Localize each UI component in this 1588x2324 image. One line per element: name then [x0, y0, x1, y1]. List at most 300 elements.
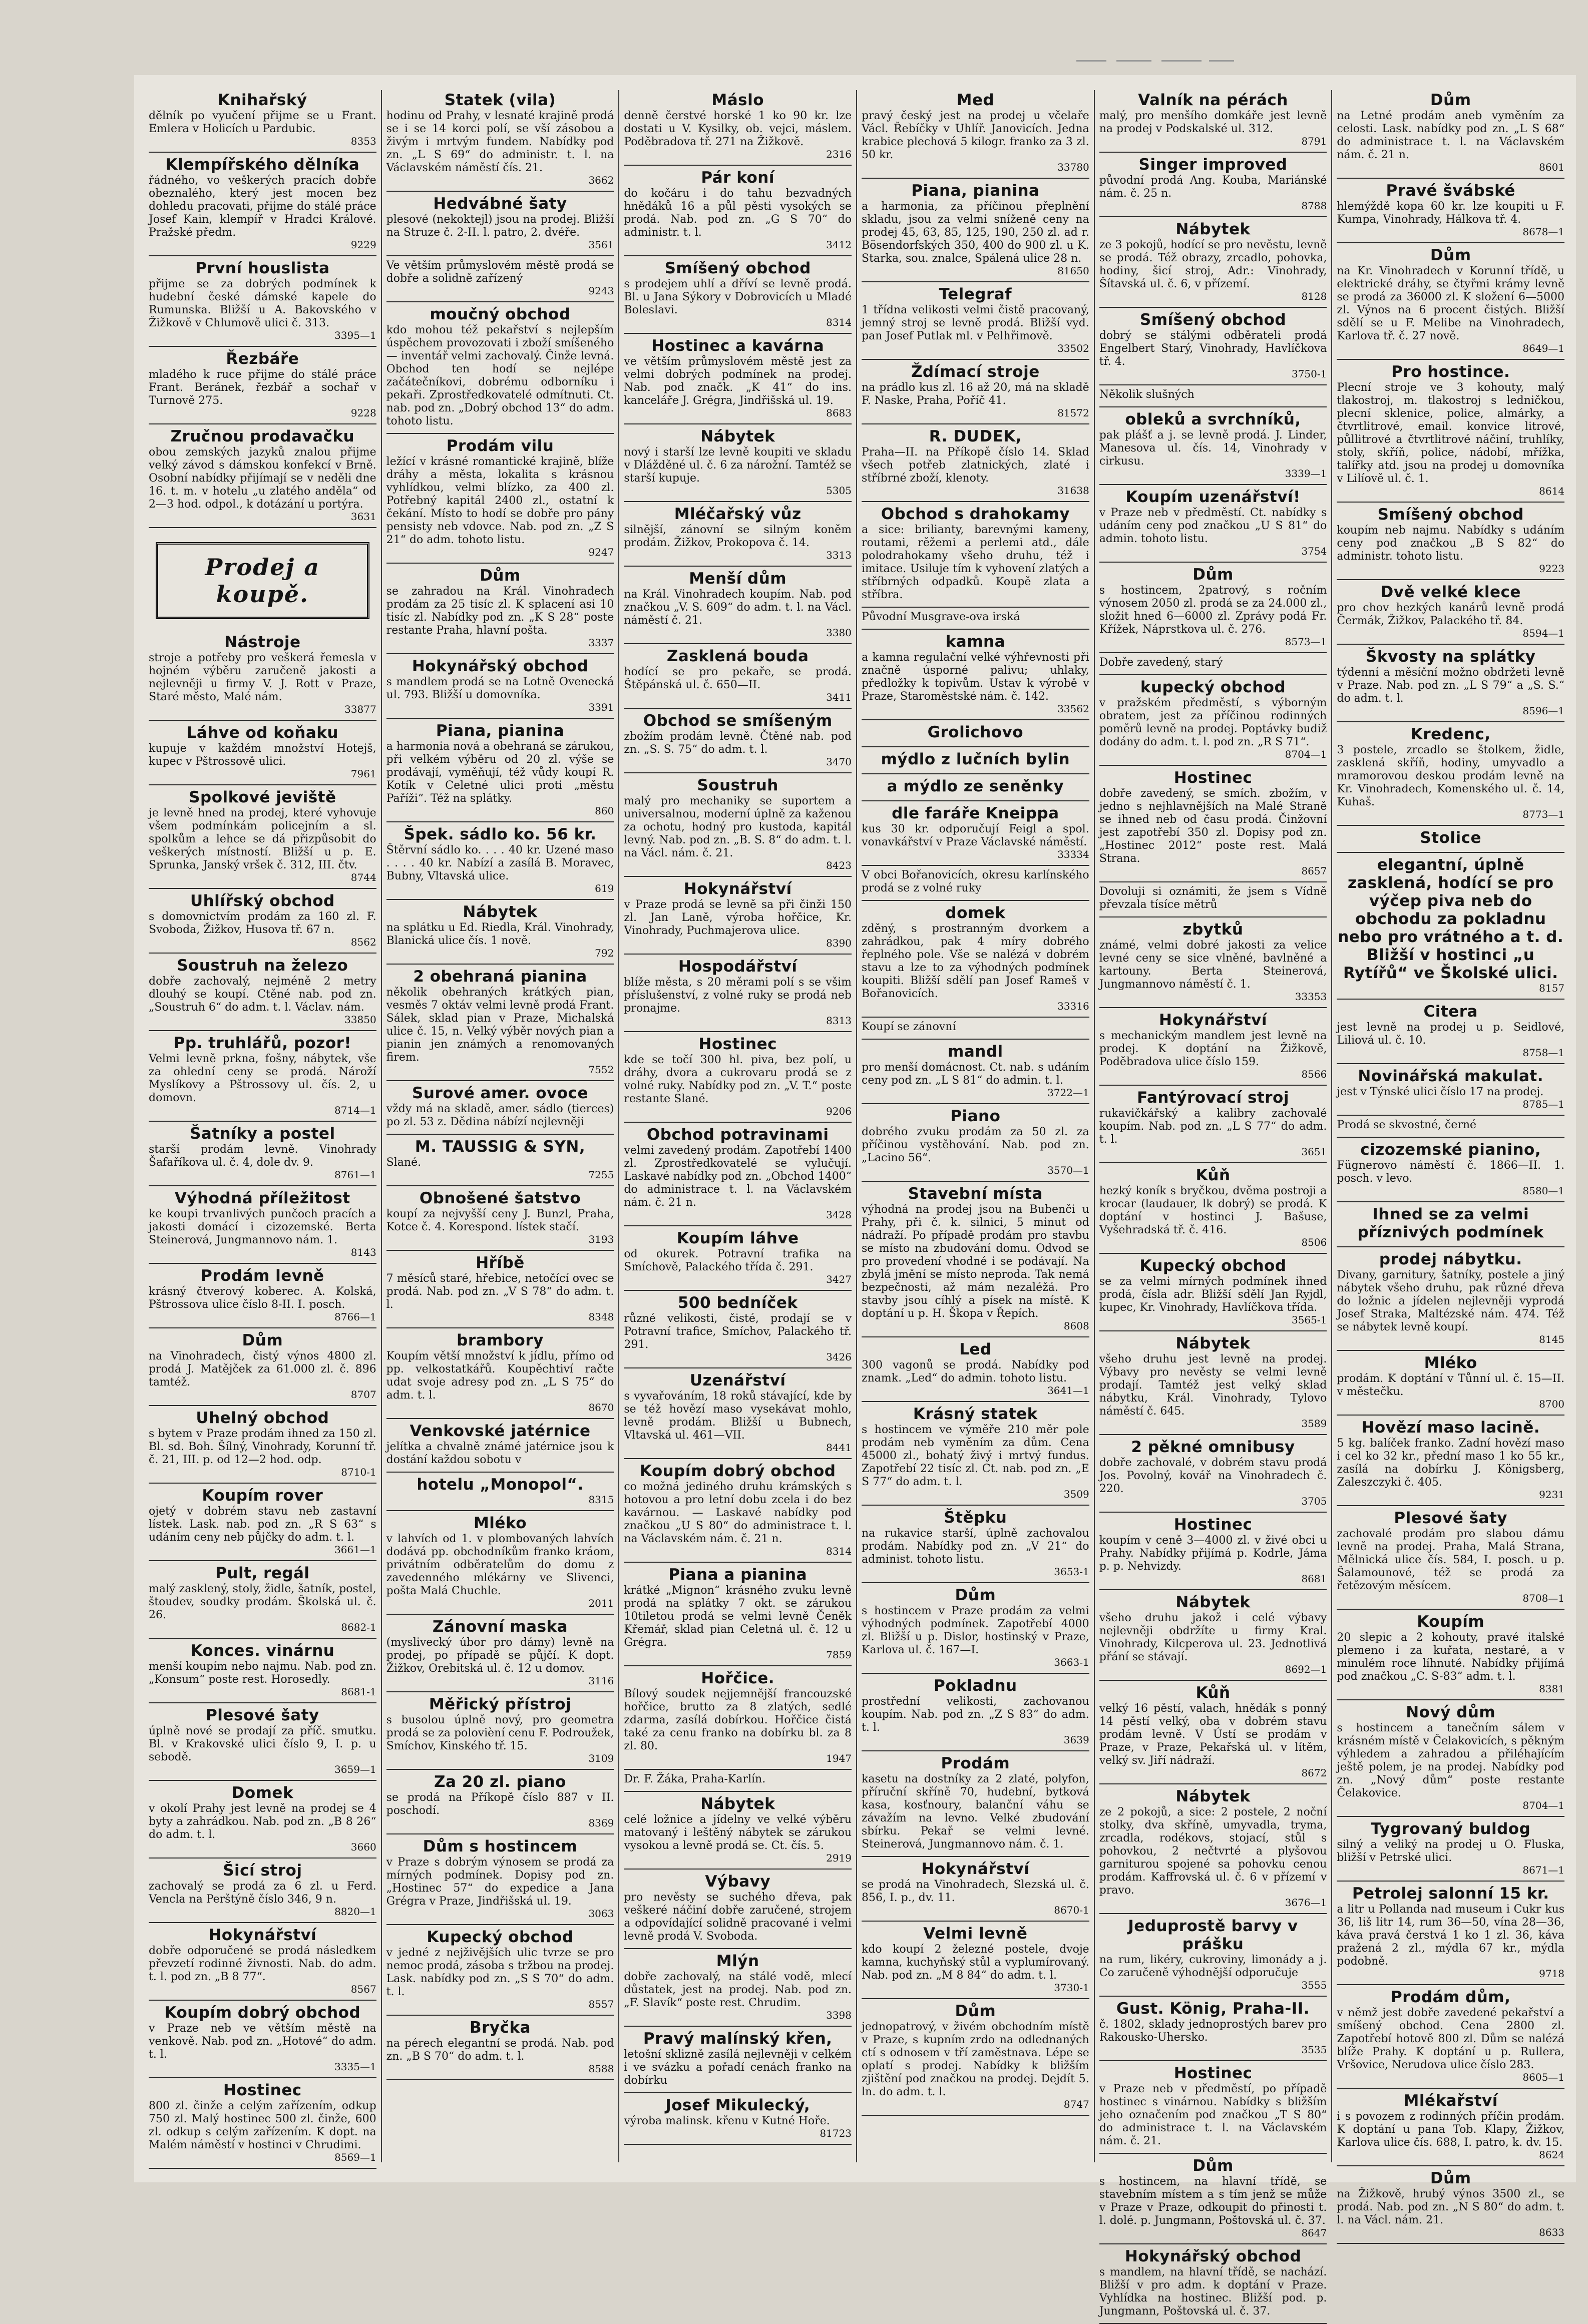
ad-heading: Fantýrovací stroj [1137, 1089, 1289, 1107]
ad-body: Koupí se zánovní [862, 1021, 956, 1033]
ad-heading: Hostinec [1173, 1516, 1253, 1534]
ad-number: 8157 [1539, 982, 1565, 994]
ad-body: několik obehraných krátkých pian, vesměs 7 oktáv velmi levně prodá Frant. Sálek, sklad pian v Praze, Michalská ulice č. 15, n. Velký výběr nových pian a pianin jen známých a renomovaných firem. [386, 986, 614, 1064]
ad-separator [1099, 484, 1327, 485]
ad-heading: Kůň [1196, 1684, 1231, 1702]
classified-ad [386, 968, 614, 1075]
ad-heading: Venkovské jatérnice [410, 1422, 591, 1440]
ad-number: 8747 [1063, 2098, 1089, 2110]
ad-heading: Grolichovo [927, 723, 1024, 741]
ad-separator [624, 501, 852, 502]
ad-body: Divany, garnitury, šatníky, postele a jiný nábytek všeho druhu, pak různé dřeva do ložnic a jídelen nejlevněji vyprodá Josef Straka, Maltézské nám. 474. Též se nábytek levně koupí. [1337, 1269, 1565, 1333]
classified-ad [149, 1331, 376, 1400]
ad-heading: Plesové šaty [1394, 1509, 1507, 1527]
classified-ad [862, 1754, 1089, 1851]
ad-number: 33316 [1057, 1000, 1089, 1012]
column-3 [619, 90, 857, 2162]
ad-separator [1337, 359, 1564, 360]
ad-body: dobrého zvuku prodám za 50 zl. za příčinou vystěhování. Nab. pod zn. „Lacino 56“. [862, 1126, 1089, 1164]
ad-separator [1099, 652, 1327, 653]
classified-ad [1337, 1119, 1564, 1132]
classified-ad [624, 712, 852, 767]
ad-heading: Ždímací stroje [911, 363, 1040, 381]
ad-body: jest levně na prodej u p. Seidlové, Liliová ul. č. 10. [1337, 1021, 1565, 1047]
ad-body: malý, pro menšího domkáře jest levně na prodej v Podskalské ul. 312. [1099, 110, 1327, 135]
classified-ad [862, 1509, 1089, 1577]
ad-body: jest v Týnské ulici číslo 17 na prodej. [1337, 1086, 1544, 1098]
ad-heading: Piano [950, 1107, 1001, 1125]
ad-number: 8744 [350, 871, 376, 883]
ad-body: dělník po vyučení přijme se u Frant. Emlera v Holicích u Pardubic. [149, 110, 376, 135]
ad-body: dobře odporučené se prodá následkem převzetí rodinné živnosti. Nab. do adm. t. l. pod zn. „B 8 77“. [149, 1945, 376, 1983]
classified-ad [862, 1677, 1089, 1745]
ad-body: 5 kg. balíček franko. Zadní hovězí maso i cel ko 32 kr., přední maso 1 ko 55 kr., zasílá na dobírku J. Königsberg, Zaleszczyki č. 405. [1337, 1437, 1565, 1489]
ad-heading: Hokynářství [208, 1926, 317, 1944]
classified-ad [1337, 1003, 1564, 1058]
ad-body: i s povozem z rodinných příčin prodám. K doptání u pana Tob. Klapy, Žižkov, Karlova ulice čís. 688, I. patro, k. dv. 15. [1337, 2110, 1565, 2149]
ad-number: 3639 [1063, 1734, 1089, 1746]
classified-ad [862, 1340, 1089, 1396]
ad-number: 2316 [826, 148, 852, 160]
ad-number: 3651 [1301, 1146, 1327, 1158]
ad-number: 3662 [588, 174, 614, 186]
ad-number: 8569—1 [334, 2151, 376, 2163]
ad-body: Fügnerovo náměstí č. 1866—II. 1. posch. v levo. [1337, 1159, 1565, 1185]
ad-separator [149, 1121, 376, 1122]
ad-body: Dr. F. Žáka, Praha-Karlín. [624, 1773, 766, 1785]
ad-heading: 500 bedníček [677, 1294, 798, 1312]
ad-heading: Hořčice. [701, 1669, 775, 1687]
ad-number: 3193 [588, 1233, 614, 1245]
ad-body: Plecní stroje ve 3 kohouty, malý tlakostroj, m. tlakostroj s ledničkou, plecní sklenice, police, almárky, a čtvrtlitrové, email. konvice litrové, půllitrové a čtvrtlitrové náčiní, truhlíky, stoly, skříň, police, nádobí, mřížka, talířky atd. jsou na prodej u domovníka v Lilíově ul. č. 1. [1337, 381, 1565, 485]
ad-number: 8657 [1301, 865, 1327, 877]
ad-separator [624, 2092, 852, 2093]
classified-ad [386, 1514, 614, 1609]
ad-number: 7255 [588, 1169, 614, 1181]
classified-ad [149, 1267, 376, 1322]
ad-heading: Domek [231, 1784, 294, 1802]
ad-heading: Dům [1193, 566, 1234, 584]
classified-ad [1337, 506, 1564, 574]
ad-body: na Žižkově, hrubý výnos 3500 zl., se prodá. Nab. pod zn. „N S 80“ do adm. t. l. na Václ. nám. 21. [1337, 2188, 1565, 2226]
ad-separator [386, 1614, 614, 1615]
ad-separator [624, 954, 852, 955]
classified-ad [862, 1021, 1089, 1034]
classified-ad [149, 957, 376, 1025]
ad-number: 9718 [1539, 1968, 1565, 1980]
ad-heading: Pravé švábské [1386, 182, 1515, 200]
ad-heading: Nábytek [463, 903, 538, 921]
ad-body: dobrý se stálými odběrateli prodá Engelbert Starý, Vinohrady, Havlíčkova tř. 4. [1099, 329, 1327, 368]
ad-heading: Uzenářství [689, 1371, 786, 1389]
ad-body: výhodná na prodej jsou na Bubenči u Prahy, při č. k. silnici, 5 minut od nádraží. Po případě prodám pro stavbu se místo na zbudování domu. Odvod se pro provedení vhodné i se podávají. Na zbylá jmění se místo neproda. Tak nemá bezpečnosti, až mám nezaléžá. Pro stavby jsou cíhlý a písek na místě. K doptání u p. H. Škopa v Řepích. [862, 1203, 1089, 1320]
ad-separator [1337, 1137, 1564, 1138]
ad-number: 8588 [588, 2063, 614, 2075]
ad-heading: Tygrovaný buldog [1371, 1820, 1531, 1838]
ad-number: 8785—1 [1522, 1098, 1565, 1110]
ad-number: 7859 [826, 1649, 852, 1661]
ad-separator [862, 501, 1089, 502]
ad-body: se prodá na Příkopě číslo 887 v II. poschodí. [386, 1791, 614, 1817]
ad-heading: Hokynářství [1159, 1011, 1267, 1029]
ad-separator [1099, 216, 1327, 217]
ad-number: 8596—1 [1522, 705, 1565, 717]
classified-ad [624, 1462, 852, 1557]
ad-separator [862, 1017, 1089, 1018]
classified-ad [1337, 725, 1564, 820]
ad-separator [862, 1181, 1089, 1182]
ad-separator [1099, 1783, 1327, 1784]
ad-body: na rum, likéry, cukroviny, limonády a j. Co zaručeně výhodnější odporučuje [1099, 1954, 1327, 1979]
ad-heading: brambory [457, 1331, 544, 1349]
classified-ad [149, 1189, 376, 1258]
ad-body: řádného, vo veškerých pracích dobře obeznalého, který jest mocen bez dohledu pracovati, přijme do stálé práce Josef Kain, klempíř v Hradci Králové. Pražské předm. [149, 174, 376, 239]
ad-separator [386, 1418, 614, 1419]
classified-ad [1099, 1257, 1327, 1325]
column-6 [1332, 90, 1569, 2238]
ad-heading: Obchod potravinami [646, 1126, 829, 1144]
ad-separator [624, 566, 852, 567]
columns [144, 90, 1569, 2317]
ad-separator [862, 865, 1089, 866]
classified-ad [386, 259, 614, 296]
ad-separator [624, 1869, 852, 1870]
classified-ad [1099, 2247, 1327, 2318]
classified-ad [862, 363, 1089, 418]
ad-separator [862, 629, 1089, 630]
ad-separator [386, 964, 614, 965]
ad-heading: Prodám [941, 1754, 1010, 1772]
ad-number: 3063 [588, 1908, 614, 1920]
classified-ad [1099, 1917, 1327, 1991]
ad-number: 8145 [1539, 1333, 1565, 1345]
classified-ad [1337, 1250, 1564, 1345]
ad-heading: Statek (vila) [444, 91, 556, 109]
ad-separator [149, 255, 376, 256]
classified-ad [1099, 2064, 1327, 2148]
classified-ad [1337, 91, 1564, 173]
ad-number: 3337 [588, 637, 614, 649]
ad-heading: Spolkové jeviště [189, 788, 336, 806]
ad-body: Slané. [386, 1156, 422, 1169]
column-2 [382, 90, 620, 2162]
ad-heading: Koupím uzenářství! [1125, 488, 1301, 506]
ad-heading: Smíšený obchod [664, 259, 811, 277]
ad-number: 8315 [588, 1494, 614, 1506]
ad-number: 33877 [344, 703, 376, 715]
ad-separator [624, 1948, 852, 1949]
ad-body: v Praze prodá se levně sa při činži 150 zl. Jan Laně, výroba hořčice, Kr. Vinohrady, Puchmajerova ulice. [624, 898, 852, 937]
ad-separator [1099, 1589, 1327, 1590]
ad-number: 8601 [1539, 161, 1565, 173]
classified-ad [862, 904, 1089, 1012]
ad-heading: M. TAUSSIG & SYN, [415, 1138, 586, 1156]
ad-number: 8649—1 [1522, 342, 1565, 354]
ad-body: v Praze neb ve větším městě na venkově. Nab. pod zn. „Hotové“ do adm. t. l. [149, 2022, 376, 2061]
ad-number: 3470 [826, 756, 852, 768]
classified-ad [624, 337, 852, 418]
classified-ad [1337, 1205, 1564, 1241]
ad-separator [386, 653, 614, 654]
ad-separator [624, 1458, 852, 1459]
ad-heading: Soustruh [697, 776, 778, 794]
ad-body: kde se točí 300 hl. piva, bez polí, u dráhy, dvora a cukrovaru prodá se z volné ruky. Nabídky pod zn. „V. T.“ poste restante Slané. [624, 1054, 852, 1105]
ad-separator [1099, 1434, 1327, 1435]
ad-heading: Pravý malínský křen, [643, 2030, 833, 2048]
ad-number: 33334 [1057, 848, 1089, 860]
classified-ad [862, 611, 1089, 624]
ad-separator [862, 900, 1089, 901]
ad-body: zděný, s prostranným dvorkem a zahrádkou, pak 4 míry dobrého řeplného pole. Vše se nalézá v dobrém stavu a lze to za výhodných podmínek koupiti. Bližší sdělí pan Josef Rameš v Bořanovicích. [862, 922, 1089, 1000]
ad-number: 8369 [588, 1817, 614, 1829]
ad-separator [624, 1769, 852, 1770]
ad-body: Bílový soudek nejjemnější francouzské hořčice, brutto za 8 zlatých, sedlé zdarma, zasílá dobírkou. Hořčice čistá také za cenu franko na dobírku bl. za 8 zl. 80. [624, 1688, 852, 1752]
ad-body: ze 3 pokojů, hodící se pro nevěstu, levně se prodá. Též obrazy, zrcadlo, pohovka, hodiny, šicí stroj, Adr.: Vinohrady, Šítavská ul. č. 6, v přízemí. [1099, 239, 1327, 290]
ad-heading: Valník na pérách [1138, 91, 1288, 109]
ad-number: 8614 [1539, 485, 1565, 497]
ad-heading: Konces. vinárnu [190, 1642, 335, 1660]
ad-body: na splátku u Ed. Riedla, Král. Vinohrady, Blanická ulice čís. 1 nově. [386, 921, 614, 947]
classified-ad [1337, 1885, 1564, 1979]
ad-heading: Novinářská makulat. [1358, 1067, 1544, 1085]
classified-ad [624, 1566, 852, 1660]
ad-body: dobře zachovalý, na stálé vodě, mlecí důstatek, jest na prodej. Nab. pod zn. „F. Slavík“ poste rest. Chrudim. [624, 1971, 852, 2009]
ad-separator [1099, 1512, 1327, 1513]
ad-body: ze 2 pokojů, a sice: 2 postele, 2 noční stolky, dva skříně, umyvadla, tryma, zrcadla, rodékovs, stojací, stůl s pohovkou, 2 nečtvrté a plyšovou garniturou spojené sa pohovku cenou prodám. Kaffrovská ul. č. 6 v přízemí v pravo. [1099, 1806, 1327, 1897]
ad-body: a sice: brilianty, barevnými kameny, routami, rěžemi a perlemi atd., dále polodrahokamy všeho druhu, též i imitace. Usiluje tím k vyhovení zlatých a stříbrných odpadků. Koupě zlata a stříbra. [862, 524, 1089, 601]
classified-ad [149, 1034, 376, 1116]
ad-body: hezký koník s bryčkou, dvěma postroji a krocar (laudauer, lk dobrý) se prodá. K doptání v hostinci J. Bašuse, Vyšehradská tř. č. 416. [1099, 1185, 1327, 1236]
ad-separator [1099, 674, 1327, 675]
ad-body: kdo koupí 2 železné postele, dvoje kamna, kuchyňský stůl a vyplumírovaný. Nab. pod zn. „M 8 84“ do adm. t. l. [862, 1943, 1089, 1982]
ad-separator [1337, 1609, 1564, 1610]
ad-heading: Mlékařství [1403, 2092, 1498, 2110]
classified-ad [862, 1107, 1089, 1176]
ad-body: malý zasklený, stoly, židle, šatník, postel, štoudev, soudky prodám. Školská ul. č. 26. [149, 1583, 376, 1621]
ad-body: hodinu od Prahy, v lesnaté krajině prodá se i se 14 korci polí, se vší zásobou a živým i mrtvým fundem. Nabídky pod zn. „L S 69“ do administr. t. l. na Václavském náměstí čís. 21. [386, 110, 614, 174]
ad-body: Koupím větší množství k jídlu, přímo od pp. velkostatkářů. Koupěchtiví račte udat svoje adresy pod zn. „L S 75“ do adm. t. l. [386, 1350, 614, 1402]
classified-ad [149, 1487, 376, 1555]
classified-ad [862, 2002, 1089, 2110]
ad-number: 3676—1 [1285, 1897, 1327, 1909]
ad-heading: Hostinec [1173, 2064, 1253, 2082]
ad-heading: Nástroje [224, 633, 301, 651]
ad-body: plesové (nekoktejl) jsou na prodej. Bližší na Struze č. 2-II. l. patro, 2. dvéře. [386, 213, 614, 239]
ad-heading: Piana a pianina [668, 1566, 808, 1584]
ad-separator [149, 888, 376, 889]
ad-number: 7961 [350, 768, 376, 780]
ad-number: 8678—1 [1522, 226, 1565, 238]
ad-number: 8562 [350, 936, 376, 948]
ad-body: na pérech elegantní se prodá. Nab. pod zn. „B S 70“ do adm. t. l. [386, 2037, 614, 2063]
classified-ad [624, 2030, 852, 2087]
ad-separator [149, 1857, 376, 1858]
ad-body: pak plášť a j. se levně prodá. J. Linder, Manesova ul. čís. 14, Vinohrady v cirkusu. [1099, 429, 1327, 468]
classified-ad [386, 437, 614, 558]
ad-body: starší prodám levně. Vinohrady Šafaříkova ul. č. 4, dole dv. 9. [149, 1143, 376, 1169]
ad-body: všeho druhu jest levně na prodej. Výbavy pro nevěsty se velmi levně prodají. Tamtéž jest velký sklad nábytku, Král. Vinohrady, Tylovo náměstí č. 645. [1099, 1353, 1327, 1418]
ad-number: 3339—1 [1285, 468, 1327, 480]
classified-ad [149, 1409, 376, 1478]
ad-heading: Výhodná příležitost [174, 1189, 350, 1207]
classified-ad [386, 1928, 614, 2010]
ad-heading: Menší dům [689, 570, 787, 588]
classified-ad [386, 1618, 614, 1686]
ad-number: 8605—1 [1522, 2071, 1565, 2083]
ad-separator [149, 1560, 376, 1561]
classified-ad [386, 1331, 614, 1413]
ad-number: 3398 [826, 2009, 852, 2021]
ad-number: 31638 [1057, 485, 1089, 497]
ad-heading: Koupím dobrý obchod [164, 2004, 361, 2022]
ad-separator [1337, 502, 1564, 503]
classified-ad [624, 1773, 852, 1786]
ad-heading: cizozemské pianino, [1360, 1141, 1541, 1159]
ad-body: ve větším průmyslovém městě jest za velmi dobrých podmínek na prodej. Nab. pod značk. „K 41“ do ins. kanceláře J. Grégra, Jindřišská ul. 19. [624, 355, 852, 407]
ad-heading: Hostinec [223, 2081, 302, 2099]
ad-separator [1337, 1201, 1564, 1202]
ad-body: ke koupi trvanlivých punčoch pracích a jakosti domácí i cizozemské. Berta Steinerová, Jungmannovo nám. 1. [149, 1208, 376, 1246]
ad-number: 9223 [1539, 563, 1565, 575]
ad-number: 8704—1 [1522, 1799, 1565, 1811]
ad-separator [1337, 1350, 1564, 1351]
ad-body: Dovoluji si oznámiti, že jsem s Vídně převzala tísíce mětrů [1099, 885, 1327, 911]
ad-number: 5305 [826, 485, 852, 497]
ad-heading: Hokynářský obchod [1124, 2247, 1302, 2265]
ad-number: 2011 [588, 1597, 614, 1609]
ad-separator [149, 1327, 376, 1328]
ad-separator [624, 333, 852, 334]
ad-number: 8707 [350, 1388, 376, 1401]
classified-ad [1099, 656, 1327, 669]
classified-ad [624, 2096, 852, 2139]
ad-heading: Bryčka [469, 2019, 531, 2037]
classified-ad [624, 1126, 852, 1220]
ad-separator [149, 527, 376, 528]
ad-body: Několik slušných [1099, 388, 1195, 401]
classified-ad [1099, 2000, 1327, 2055]
classified-ad [386, 903, 614, 959]
ad-separator [862, 1103, 1089, 1104]
ad-heading: Uhelný obchod [196, 1409, 329, 1427]
ad-heading: Stavební místa [908, 1185, 1043, 1203]
ad-separator [1337, 2088, 1564, 2089]
ad-heading: R. DUDEK, [929, 427, 1022, 445]
ad-body: dobře zachovalý, nejméně 2 metry dlouhý se koupí. Ctěné nab. pod zn. „Soustruh 6“ do adm. t. l. Václav. nám. [149, 975, 376, 1014]
ad-number: 81650 [1057, 265, 1089, 277]
ad-body: se zahradou na Král. Vinohradech prodám za 25 tisíc zl. K splacení asi 10 tisíc zl. Nabídky pod zn. „K S 28“ poste restante Praha, hlavní pošta. [386, 585, 614, 637]
classified-ad [624, 1371, 852, 1453]
classified-ad [1337, 1820, 1564, 1876]
ad-separator [386, 1472, 614, 1473]
ad-number: 3631 [350, 511, 376, 523]
ad-separator [386, 821, 614, 822]
ad-separator [1099, 384, 1327, 385]
ad-body: s hostincem, 2patrový, s ročním výnosem 2050 zl. prodá se za 24.000 zl., složit hned 6—6000 zl. Zprávy podá Fr. Křížek, Náprstkova ul. č. 276. [1099, 584, 1327, 636]
classified-ad [1099, 220, 1327, 302]
classified-ad [386, 1422, 614, 1467]
ad-heading: Láhve od koňaku [186, 724, 338, 742]
classified-ad [386, 1189, 614, 1245]
ad-separator [149, 784, 376, 785]
ad-body: blíže města, s 20 měrami polí s se všim příslušenství, z volné ruky se prodá neb pronajme. [624, 976, 852, 1015]
ad-separator [862, 719, 1089, 720]
ad-number: 3659—1 [334, 1763, 376, 1775]
classified-ad [1337, 1509, 1564, 1604]
ad-heading: Petrolej salonní 15 kr. [1352, 1885, 1549, 1903]
ad-number: 8670 [588, 1402, 614, 1414]
classified-ad [1099, 91, 1327, 147]
classified-ad [862, 285, 1089, 354]
classified-ad [149, 1642, 376, 1697]
ad-heading: Citera [1423, 1003, 1478, 1021]
ad-body: kus 30 kr. odporučují Feigl a spol. vonavkářství v Praze Václavské náměstí. [862, 823, 1089, 848]
ad-separator [1337, 1415, 1564, 1416]
classified-ad [149, 1125, 376, 1180]
ad-separator [624, 1290, 852, 1291]
ad-separator [624, 255, 852, 256]
ad-number: 33353 [1295, 991, 1327, 1003]
ad-number: 3565-1 [1291, 1314, 1327, 1326]
ad-body: 1 třídna velikosti velmi čistě pracovaný, jemný stroj se levně prodá. Bližší vyd. pan Josef Putlak ml. v Pelhřimově. [862, 304, 1089, 342]
ad-body: denně čerstvé horské 1 ko 90 kr. lze dostati u V. Kysilky, ob. vejci, máslem. Poděbradova tř. 271 na Žižkově. [624, 110, 852, 148]
classified-ad [1099, 1334, 1327, 1429]
ad-number: 9243 [588, 285, 614, 297]
ad-separator [149, 1483, 376, 1484]
ad-number: 8314 [826, 316, 852, 328]
ad-body: mladého k ruce přijme do stálé práce Frant. Beránek, řezbář a sochař v Turnově 275. [149, 368, 376, 407]
ad-separator [624, 708, 852, 709]
ad-separator [862, 607, 1089, 608]
ad-heading: Řezbáře [226, 350, 299, 368]
ad-number: 8670-1 [1054, 1904, 1089, 1916]
ad-heading: Dům s hostincem [423, 1837, 578, 1855]
classified-ad [1337, 856, 1564, 994]
classified-ad [149, 1784, 376, 1852]
classified-ad [386, 1695, 614, 1764]
ad-number: 8506 [1301, 1236, 1327, 1248]
ad-heading: Štěpku [944, 1509, 1007, 1527]
classified-ad [624, 1952, 852, 2021]
ad-number: 8758—1 [1522, 1047, 1565, 1059]
ad-separator [149, 423, 376, 424]
ad-number: 792 [595, 947, 614, 959]
ad-body: zbožím prodám levně. Čtěné nab. pod zn. „S. S. 75“ do adm. t. l. [624, 730, 852, 756]
ad-separator [862, 1673, 1089, 1674]
ad-separator [862, 1998, 1089, 1999]
classified-ad [1099, 311, 1327, 379]
ad-number: 81723 [820, 2127, 852, 2139]
classified-ad [1099, 410, 1327, 479]
classified-ad [624, 1669, 852, 1764]
ad-heading: mýdlo z lučních bylin [881, 750, 1070, 768]
ad-number: 1947 [826, 1752, 852, 1764]
ad-body: celé ložnice a jídelny ve velké výběru matovaný i leštěný nábytek se zárukou vysokou a levně prodá se. Ct. čís. 5. [624, 1813, 852, 1852]
ad-number: 3335—1 [334, 2061, 376, 2073]
ad-separator [1099, 152, 1327, 153]
classified-ad [1099, 885, 1327, 911]
ad-body: na rukavice starší, úplně zachovalou prodám. Nabídky pod zn. „V 21“ do administ. tohoto listu. [862, 1527, 1089, 1566]
ad-heading: Dům [1430, 91, 1471, 109]
ad-heading: Led [959, 1340, 992, 1358]
ad-separator [1099, 2243, 1327, 2244]
classified-ad [1099, 2157, 1327, 2238]
classified-ad [862, 777, 1089, 795]
classified-ad [624, 1873, 852, 1943]
classified-ad [149, 259, 376, 341]
ad-number: 8700 [1539, 1398, 1565, 1410]
ad-body: 800 zl. činže a celým zařízením, odkup 750 zl. Malý hostinec 500 zl. činže, 600 zl. odkup s celým zařízením. K dopt. na Malém náměstí v hostinci v Chrudimi. [149, 2100, 376, 2151]
